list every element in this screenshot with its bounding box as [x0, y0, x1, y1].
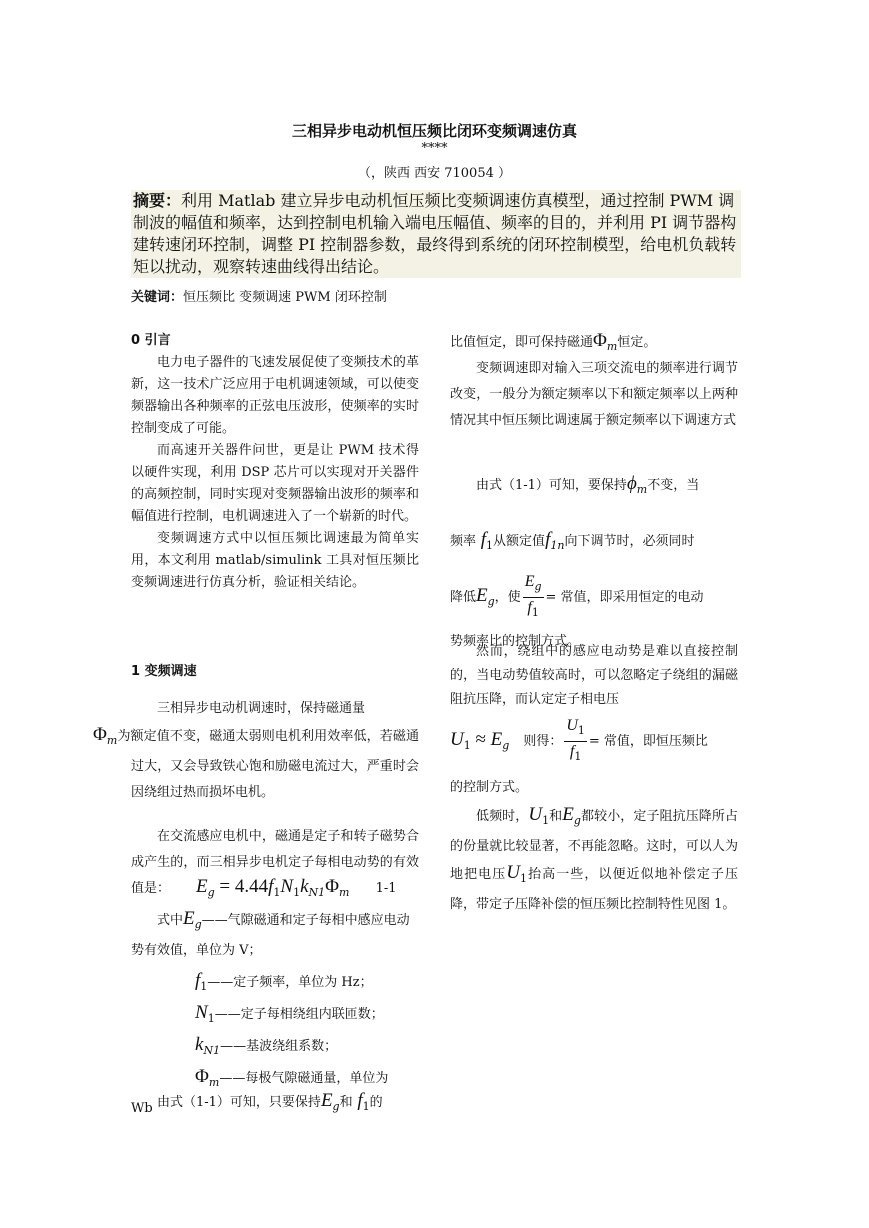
text: 从额定值 [493, 534, 546, 549]
text: 式中 [157, 913, 184, 928]
section-heading-0: 0 引言 [131, 333, 171, 348]
text: ——定子每相绕组内联匝数； [214, 1007, 384, 1022]
section1-paragraph-1: 三相异步电动机调速时，保持磁通量 $\Phi_m$为额定值不变，磁通太弱则电机利用效率低，若磁通过大，又会导致铁心饱和励磁电流过大，严重时会因绕组过热而损坏电机。 [93, 701, 419, 800]
right-paragraph-6: 低频时，$U_1$和$E_g$都较小，定子阻抗压降所占的份量就比较显著，不再能忽略。这时，可以人为地把电压$U_1$抬高一些，以便近似地补偿定子压降，带定子压降补偿的恒压频比控制特性见图 1。 [450, 804, 738, 912]
right-paragraph-2 [450, 356, 738, 434]
text: 都较小，定子阻抗压降所占的份量就比较显著，不再能忽略。这时，可以人为地把电压 [450, 809, 738, 882]
fraction-eg-f1: $\frac{E_g}{f_1}$ [524, 573, 542, 619]
abstract [131, 190, 741, 278]
text: 势频率比的控制方式。 [450, 634, 581, 649]
definitions: 式中$E_g——$气隙磁通和定子每相中感应电动势有效值，单位为 V； $f_1——$定子频率，单位为 Hz； $N_1——$定子每相绕组内联匝数； $k_{N1}——$基波绕组系数； $\Phi_m——$每极气隙磁通量，单位为 Wb [131, 908, 410, 1116]
text: ——基波绕组系数； [220, 1039, 338, 1054]
paragraph: 在交流感应电机中，磁通是定子和转子磁势合成产生的，而三相异步电机定子每相电动势的有效值是： [131, 829, 419, 896]
intro-paragraphs [131, 352, 419, 594]
text: 比值恒定，即可保持磁通 [450, 335, 594, 350]
text: 向下调节时，必须同时 [564, 534, 695, 549]
text: 的控制方式。 [450, 780, 529, 795]
text: = 常值，即恒压频比 [588, 734, 708, 749]
affiliation: （，陕西 西安 710054 ） [357, 166, 512, 181]
text: 为额定值不变，磁通太弱则电机利用效率低，若磁通过大，又会导致铁心饱和励磁电流过大，严重时会因绕组过热而损坏电机。 [117, 729, 419, 800]
text: 降低 [450, 590, 477, 605]
text: ，使 [494, 590, 521, 605]
paper-title: 三相异步电动机恒压频比闭环变频调速仿真 [291, 122, 577, 140]
text: = 常值，即采用恒定的电动 [545, 590, 704, 605]
paragraph: 变频调速方式中以恒压频比调速最为简单实用，本文利用 matlab/simulink 工具对恒压频比变频调速进行仿真分析，验证相关结论。 [131, 531, 419, 590]
text: 和 [549, 809, 563, 824]
paragraph: 而高速开关器件问世，更是让 PWM 技术得以硬件实现，利用 DSP 芯片可以实现对开关器件的高频控制，同时实现对变频器输出波形的频率和幅值进行控制，电机调速进入了一个崭新的时代。 [131, 443, 419, 524]
authors: **** [421, 141, 448, 156]
section-heading-1: 1 变频调速 [131, 664, 197, 679]
paragraph: 变频调速即对输入三项交流电的频率进行调节改变，一般分为额定频率以下和额定频率以上两种情况其中恒压频比调速属于额定频率以下调速方式 [450, 361, 738, 428]
text: 由式（1-1）可知，要保持 [476, 478, 627, 493]
left-column [131, 330, 419, 594]
text: 恒定。 [617, 335, 657, 350]
text: 抬高一些，以便近似地补偿定子压降，带定子压降补偿的恒压频比控制特性见图 1。 [450, 867, 738, 912]
text: 不变，当 [647, 478, 700, 493]
last-paragraph: 由式（1-1）可知，只要保持$E_g$和 $f_1$的 [157, 1090, 383, 1113]
right-paragraph-5: $U_1 \approx E_g$ 则得： $\frac{U_1}{f_1}$ = 常值，即恒压频比 的控制方式。 [450, 716, 738, 799]
text: ——气隙磁通和定子每相中感应电动势有效值，单位为 V； [131, 913, 410, 958]
text: 三相异步电动机调速时，保持磁通量 [157, 701, 366, 716]
equation-1-1: $E_g = 4.44f_1N_1k_{N1}\Phi_m$ 1-1 [196, 876, 397, 899]
paragraph: 然而，绕组中的感应电动势是难以直接控制的，当电动势值较高时，可以忽略定子绕组的漏磁阻抗压降，而认定定子相电压 [450, 644, 738, 707]
abstract-label: 摘要： [133, 191, 182, 210]
paragraph: 电力电子器件的飞速发展促使了变频技术的革新，这一技术广泛应用于电机调速领域，可以使变频器输出各种频率的正弦电压波形，使频率的实时控制变成了可能。 [131, 355, 419, 436]
abstract-text: 利用 Matlab 建立异步电动机恒压频比变频调速仿真模型，通过控制 PWM 调制波的幅值和频率，达到控制电机输入端电压幅值、频率的目的，并利用 PI 调节器构建转速闭环控制，调整 PI 控制器参数，最终得到系统的闭环控制模型，给电机负载转矩以扰动，观察转速曲线得出结论。 [133, 191, 737, 276]
fraction-u1-f1: $\frac{U_1}{f_1}$ [566, 717, 585, 763]
text: 则得： [523, 734, 563, 749]
keywords [131, 286, 387, 305]
right-paragraph-3: 由式（1-1）可知，要保持$\phi_m$不变，当 频率 $f_1$从额定值$f_{1n}$向下调节时，必须同时 降低$E_g$，使 $\frac{E_g}{f_1}$ = 常值，即采用恒定的电动 势频率比的控制方式。 [450, 466, 738, 653]
equation-label: 1-1 [375, 881, 397, 896]
text: Wb [131, 1101, 153, 1116]
text: ——定子频率，单位为 Hz； [207, 975, 373, 990]
text: ——每极气隙磁通量，单位为 [219, 1071, 389, 1086]
text: 由式（1-1）可知，只要保持 [157, 1095, 321, 1110]
right-paragraph-4 [450, 640, 738, 712]
text: 频率 [450, 534, 477, 549]
right-column: 比值恒定，即可保持磁通$\Phi_m$恒定。 [450, 330, 657, 353]
keywords-label: 关键词： [131, 290, 184, 305]
text: 的 [369, 1095, 383, 1110]
text: 低频时， [476, 809, 529, 824]
keywords-text: 恒压频比 变频调速 PWM 闭环控制 [183, 290, 387, 305]
text: 和 [339, 1095, 353, 1110]
